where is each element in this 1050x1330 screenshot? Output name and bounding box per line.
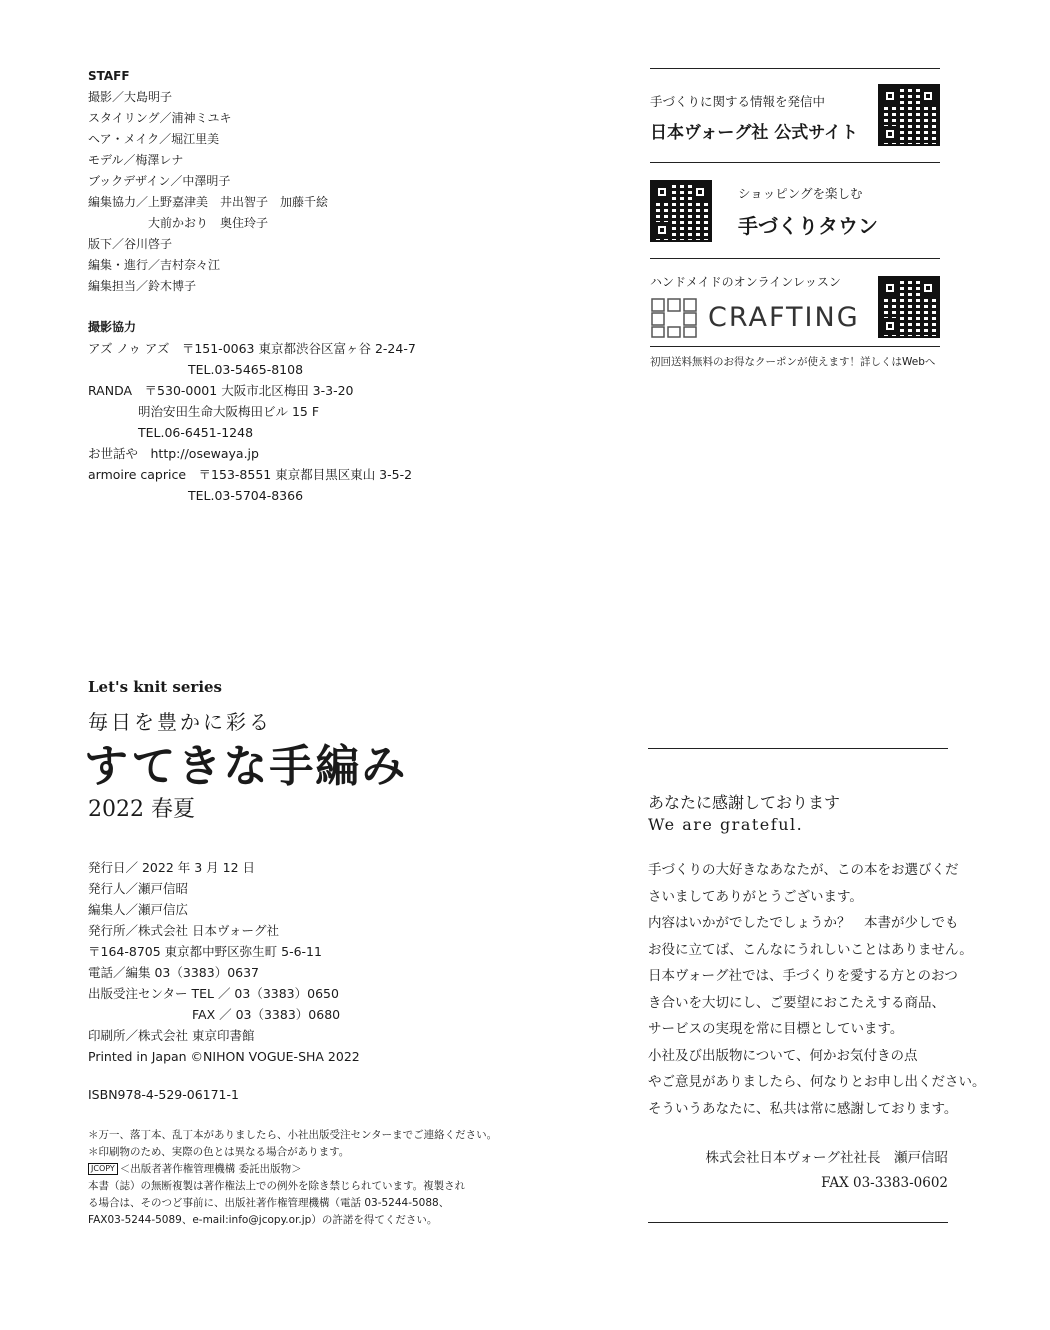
staff-line: 編集・進行／吉村奈々江 bbox=[88, 258, 221, 272]
shop-title: 手づくりタウン bbox=[738, 214, 878, 238]
publication-line: 〒164-8705 東京都中野区弥生町 5-6-11 bbox=[88, 944, 322, 959]
book-title: すてきな手編み bbox=[84, 741, 408, 792]
message-line: やご意見がありましたら、何なりとお申し出ください。 bbox=[648, 1074, 986, 1090]
divider bbox=[650, 162, 940, 163]
cooperation-line: TEL.03-5704-8366 bbox=[88, 488, 304, 503]
book-subtitle: 毎日を豊かに彩る bbox=[88, 710, 272, 734]
cooperation-line: 明治安田生命大阪梅田ビル 15 F bbox=[88, 404, 320, 419]
publication-line: 編集人／瀬戸信広 bbox=[88, 902, 189, 917]
message-line: 手づくりの大好きなあなたが、この本をお選びくだ bbox=[648, 862, 959, 878]
cooperation-line: armoire caprice 〒153-8551 東京都目黒区東山 3-5-2 bbox=[88, 467, 413, 482]
crafting-logo-icon bbox=[650, 297, 698, 339]
qr-code-icon[interactable] bbox=[650, 180, 712, 242]
publication-line: 発行日／ 2022 年 3 月 12 日 bbox=[88, 860, 256, 875]
cooperation-line: TEL.03-5465-8108 bbox=[88, 362, 304, 377]
cooperation-heading: 撮影協力 bbox=[88, 320, 137, 334]
signature-name: 株式会社日本ヴォーグ社社長 瀬戸信昭 bbox=[705, 1150, 948, 1166]
crafting-caption: ハンドメイドのオンラインレッスン bbox=[650, 275, 841, 289]
note-line: ＊印刷物のため、実際の色とは異なる場合があります。 bbox=[88, 1146, 350, 1158]
cooperation-line: アズ ノゥ アズ 〒151-0063 東京都渋谷区富ヶ谷 2-24-7 bbox=[88, 341, 416, 356]
message-line: き合いを大切にし、ご要望におこたえする商品、 bbox=[648, 994, 945, 1011]
staff-line: 版下／谷川啓子 bbox=[88, 237, 173, 251]
legal-notes bbox=[88, 1127, 508, 1229]
message-body bbox=[648, 857, 986, 1122]
publication-line: 出版受注センター TEL ／ 03（3383）0650 bbox=[88, 986, 339, 1001]
publication-line: 発行人／瀬戸信昭 bbox=[88, 881, 189, 896]
cooperation-line: RANDA 〒530-0001 大阪市北区梅田 3-3-20 bbox=[88, 383, 354, 398]
note-line: ＊万一、落丁本、乱丁本がありましたら、小社出版受注センターまでご連絡ください。 bbox=[88, 1129, 498, 1141]
series-name: Let's knit series bbox=[88, 678, 223, 696]
signature-fax: FAX 03-3383-0602 bbox=[821, 1175, 948, 1191]
message-line: 内容はいかがでしたでしょうか？ 本書が少しでも bbox=[648, 915, 959, 931]
book-edition: 2022 春夏 bbox=[88, 797, 195, 822]
staff-line: 編集協力／上野嘉津美 井出智子 加藤千絵 bbox=[88, 195, 329, 209]
cooperation-line: TEL.06-6451-1248 bbox=[88, 425, 254, 440]
staff-line: 撮影／大島明子 bbox=[88, 90, 173, 104]
message-line: 小社及び出版物について、何かお気付きの点 bbox=[648, 1047, 918, 1064]
message-line: 日本ヴォーグ社では、手づくりを愛する方とのおつ bbox=[648, 968, 958, 984]
cooperation-line: お世話や http://osewaya.jp bbox=[88, 446, 259, 461]
publication-info bbox=[88, 857, 528, 1067]
divider bbox=[648, 1222, 948, 1223]
divider bbox=[650, 258, 940, 259]
qr-code-icon[interactable] bbox=[878, 276, 940, 338]
note-line: る場合は、そのつど事前に、出版社著作権管理機構（電話 03-5244-5088、 bbox=[88, 1197, 450, 1209]
staff-line: ブックデザイン／中澤明子 bbox=[88, 174, 231, 188]
divider bbox=[650, 346, 940, 347]
official-site-title: 日本ヴォーグ社 公式サイト bbox=[650, 123, 859, 143]
staff-credits bbox=[88, 66, 508, 297]
staff-line: スタイリング／浦神ミユキ bbox=[88, 111, 232, 125]
shop-caption: ショッピングを楽しむ bbox=[738, 186, 863, 201]
staff-line: 編集担当／鈴木博子 bbox=[88, 279, 197, 293]
note-line bbox=[88, 1161, 508, 1178]
crafting-note: 初回送料無料のお得なクーポンが使えます！詳しくはWebへ bbox=[650, 356, 936, 368]
isbn: ISBN978-4-529-06171-1 bbox=[88, 1087, 239, 1102]
crafting-logo-text: CRAFTING bbox=[708, 302, 860, 333]
publication-line: 発行所／株式会社 日本ヴォーグ社 bbox=[88, 923, 279, 938]
publication-line: FAX ／ 03（3383）0680 bbox=[88, 1007, 341, 1022]
message-signature bbox=[706, 1146, 948, 1196]
publication-line: 電話／編集 03（3383）0637 bbox=[88, 965, 260, 980]
staff-line: モデル／梅澤レナ bbox=[88, 153, 184, 167]
staff-heading: STAFF bbox=[88, 69, 130, 83]
official-site-caption: 手づくりに関する情報を発信中 bbox=[650, 94, 826, 109]
message-line: お役に立てば、こんなにうれしいことはありません。 bbox=[648, 941, 973, 958]
message-line: さいましてありがとうございます。 bbox=[648, 888, 863, 905]
message-english: We are grateful. bbox=[648, 815, 804, 834]
qr-code-icon[interactable] bbox=[878, 84, 940, 146]
jcopy-mark: JCOPY bbox=[88, 1163, 118, 1175]
staff-line: 大前かおり 奥住玲子 bbox=[88, 216, 269, 230]
publication-line: Printed in Japan ©NIHON VOGUE-SHA 2022 bbox=[88, 1049, 360, 1064]
publication-line: 印刷所／株式会社 東京印書館 bbox=[88, 1028, 255, 1043]
note-line: FAX03-5244-5089、e-mail:info@jcopy.or.jp）の許諾を得てください。 bbox=[88, 1214, 438, 1226]
note-line: 本書（誌）の無断複製は著作権法上での例外を除き禁じられています。複製され bbox=[88, 1180, 466, 1192]
note-text: ＜出版者著作権管理機構 委託出版物＞ bbox=[119, 1163, 302, 1175]
staff-line: ヘア・メイク／堀江里美 bbox=[88, 132, 220, 146]
message-heading: あなたに感謝しております bbox=[648, 793, 841, 812]
message-line: そういうあなたに、私共は常に感謝しております。 bbox=[648, 1100, 958, 1117]
message-line: サービスの実現を常に目標としています。 bbox=[648, 1021, 904, 1037]
divider bbox=[650, 68, 940, 69]
cooperation-list bbox=[88, 338, 528, 506]
divider bbox=[648, 748, 948, 749]
